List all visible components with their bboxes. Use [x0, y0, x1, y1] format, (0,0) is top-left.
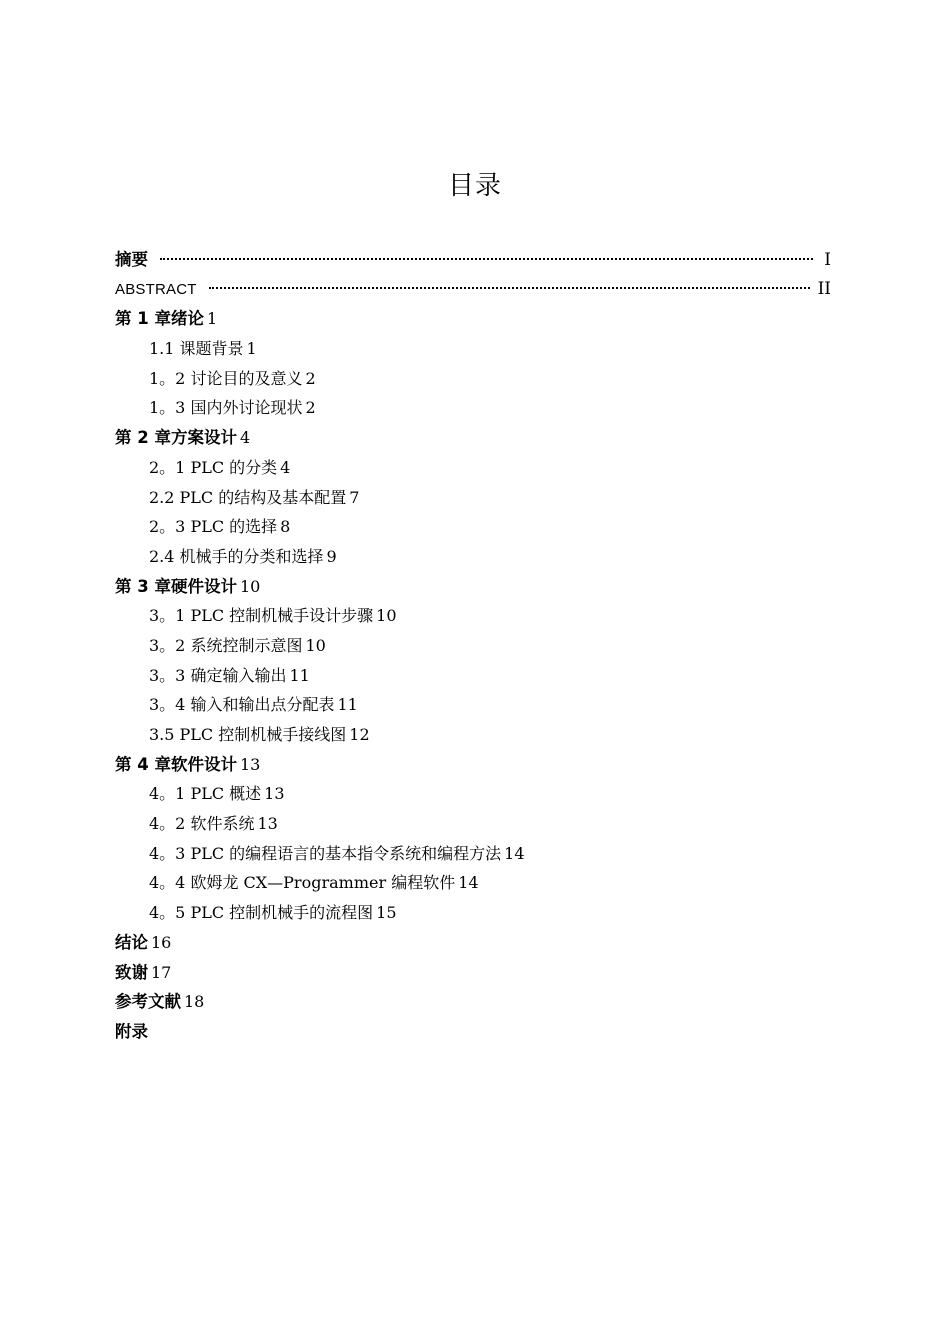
toc-entry-page: 11 — [337, 695, 358, 715]
toc-entry-section-4-1[interactable] — [115, 779, 831, 809]
toc-entry-label: 2。3 PLC 的选择 — [149, 517, 278, 537]
toc-entry-page: 10 — [239, 576, 261, 596]
toc-entry-label: 2.4 机械手的分类和选择 — [149, 546, 324, 566]
toc-entry-page: 13 — [257, 814, 278, 834]
toc-entry-label: 2。1 PLC 的分类 — [149, 457, 278, 477]
toc-entry-page: 9 — [326, 546, 337, 566]
toc-entry-page: 10 — [305, 635, 326, 655]
toc-entry-label: 附录 — [115, 1021, 148, 1041]
toc-entry-label: 2.2 PLC 的结构及基本配置 — [149, 487, 347, 507]
dot-leader — [160, 258, 813, 260]
toc-entry-page: 13 — [239, 754, 261, 774]
toc-entry-page: 14 — [458, 873, 479, 893]
toc-entry-section-4-4[interactable] — [115, 868, 831, 898]
toc-entry-label: 第 2 章方案设计 — [115, 428, 237, 448]
toc-entry-appendix[interactable] — [115, 1017, 831, 1047]
toc-entry-section-4-5[interactable] — [115, 898, 831, 928]
toc-entry-label: 第 4 章软件设计 — [115, 754, 237, 774]
toc-entry-chapter-4[interactable] — [115, 750, 831, 780]
toc-entry-page: II — [817, 278, 831, 299]
toc-entry-section-1-3[interactable] — [115, 393, 831, 423]
toc-entry-page: 2 — [305, 398, 316, 418]
toc-entry-chapter-1[interactable] — [115, 304, 831, 334]
toc-entry-page: 12 — [349, 725, 370, 744]
toc-entry-label: 第 3 章硬件设计 — [115, 576, 237, 596]
toc-entry-chapter-3[interactable] — [115, 572, 831, 602]
toc-entry-page: 17 — [151, 962, 172, 982]
toc-entry-section-1-1[interactable] — [115, 334, 831, 364]
toc-entry-label: 1。3 国内外讨论现状 — [149, 398, 303, 418]
table-of-contents — [115, 245, 831, 1047]
toc-entry-section-3-5[interactable] — [115, 720, 831, 750]
toc-entry-label: 3.5 PLC 控制机械手接线图 — [149, 725, 347, 744]
toc-entry-label: ABSTRACT — [115, 280, 197, 298]
toc-entry-label: 4。5 PLC 控制机械手的流程图 — [149, 903, 374, 923]
toc-entry-page: 14 — [504, 843, 525, 863]
toc-entry-label: 参考文献 — [115, 992, 181, 1012]
toc-entry-label: 4。3 PLC 的编程语言的基本指令系统和编程方法 — [149, 843, 502, 863]
toc-entry-abstract-cn[interactable] — [115, 245, 831, 275]
toc-entry-label: 结论 — [115, 932, 148, 952]
toc-title: 目录 — [447, 171, 502, 201]
toc-entry-label: 4。1 PLC 概述 — [149, 784, 262, 804]
toc-entry-page: 7 — [349, 487, 360, 507]
toc-entry-page: 15 — [376, 903, 397, 923]
toc-entry-page: 1 — [206, 309, 218, 329]
toc-entry-label: 4。2 软件系统 — [149, 814, 255, 834]
toc-entry-section-3-3[interactable] — [115, 661, 831, 691]
toc-entry-chapter-2[interactable] — [115, 423, 831, 453]
toc-entry-section-2-3[interactable] — [115, 512, 831, 542]
toc-entry-section-3-1[interactable] — [115, 601, 831, 631]
toc-entry-page: 8 — [280, 517, 291, 537]
toc-entry-page: 18 — [184, 992, 205, 1012]
toc-entry-label: 3。4 输入和输出点分配表 — [149, 695, 335, 715]
toc-entry-page: 10 — [376, 606, 397, 626]
toc-entry-section-2-1[interactable] — [115, 453, 831, 483]
dot-leader — [209, 287, 810, 289]
toc-entry-section-3-4[interactable] — [115, 690, 831, 720]
toc-entry-label: 4。4 欧姆龙 CX—Programmer 编程软件 — [149, 873, 456, 893]
toc-entry-section-2-4[interactable] — [115, 542, 831, 572]
toc-entry-page: 1 — [246, 339, 257, 359]
toc-entry-page: 4 — [239, 428, 251, 448]
toc-entry-label: 1。2 讨论目的及意义 — [149, 368, 303, 388]
toc-entry-label: 1.1 课题背景 — [149, 339, 244, 359]
toc-entry-page: I — [824, 250, 831, 270]
toc-entry-page: 2 — [305, 368, 316, 388]
toc-entry-section-1-2[interactable] — [115, 364, 831, 394]
toc-entry-label: 3。1 PLC 控制机械手设计步骤 — [149, 606, 374, 626]
toc-entry-label: 致谢 — [115, 962, 148, 982]
toc-entry-label: 第 1 章绪论 — [115, 309, 204, 329]
toc-entry-section-4-2[interactable] — [115, 809, 831, 839]
toc-entry-section-4-3[interactable] — [115, 839, 831, 869]
toc-entry-page: 16 — [151, 932, 172, 952]
toc-entry-acknowledgements[interactable] — [115, 958, 831, 988]
toc-entry-abstract-en[interactable] — [115, 275, 831, 305]
toc-entry-section-2-2[interactable] — [115, 483, 831, 513]
toc-entry-label: 3。2 系统控制示意图 — [149, 635, 303, 655]
toc-entry-label: 3。3 确定输入输出 — [149, 665, 287, 685]
toc-entry-page: 11 — [289, 665, 310, 685]
toc-entry-section-3-2[interactable] — [115, 631, 831, 661]
toc-entry-label: 摘要 — [115, 250, 148, 269]
toc-entry-conclusion[interactable] — [115, 928, 831, 958]
toc-entry-references[interactable] — [115, 987, 831, 1017]
toc-entry-page: 4 — [280, 457, 291, 477]
toc-entry-page: 13 — [264, 784, 285, 804]
